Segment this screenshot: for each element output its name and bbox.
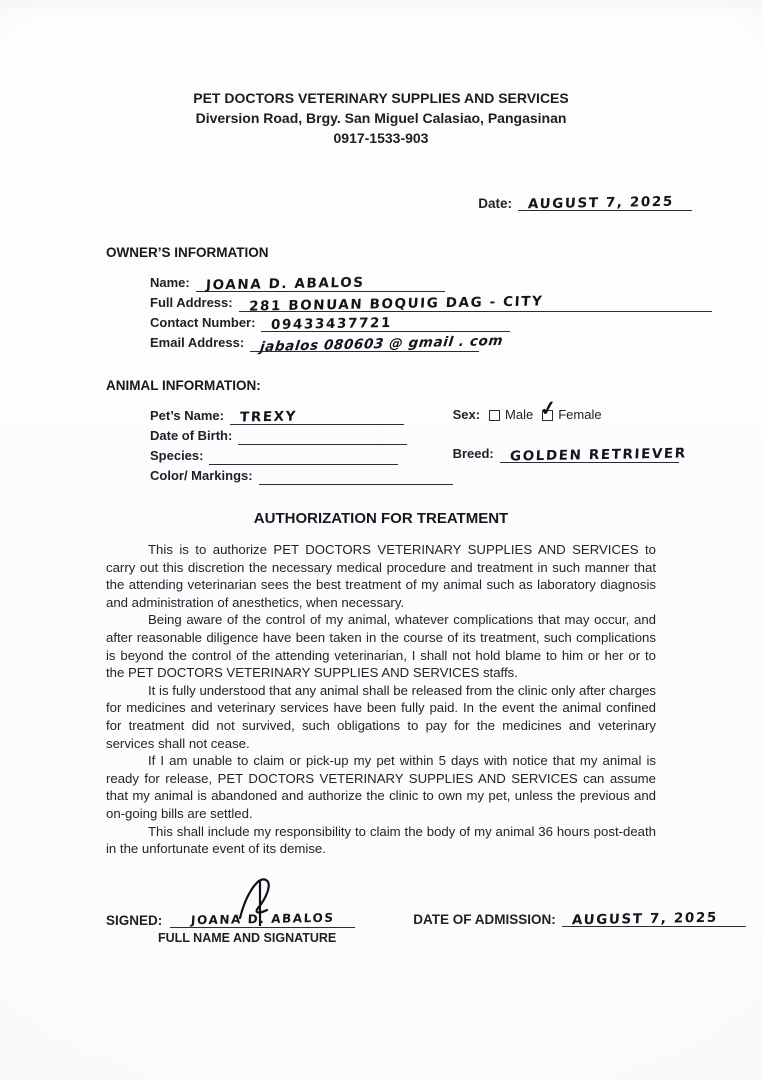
signed-row: [106, 908, 355, 928]
owner-email-label: Email Address:: [150, 335, 245, 350]
date-label: Date:: [478, 196, 512, 211]
breed-line: [500, 444, 687, 465]
sex-row: [452, 396, 679, 424]
date-row: [106, 192, 692, 211]
date-of-birth-row: [150, 426, 453, 445]
clinic-address: Diversion Road, Brgy. San Miguel Calasiao, Pangasinan: [195, 110, 567, 126]
breed-row: [452, 444, 687, 465]
admission-date-label: DATE OF ADMISSION:: [413, 911, 556, 927]
authorization-paragraph-1: This is to authorize PET DOCTORS VETERINARY SUPPLIES AND SERVICES to carry out this discretion the necessary medical procedure and treatment in such manner that the attending veterinarian sees the best treatment of my animal such as laboratory diagnosis and administration of anesthetics, when necessary.: [106, 542, 656, 610]
signed-group: [106, 908, 355, 945]
species-row: [150, 446, 453, 465]
date-field-line: [518, 192, 692, 211]
letterhead: [106, 88, 656, 148]
breed-label: Breed:: [452, 446, 494, 461]
date-of-birth-label: Date of Birth:: [150, 428, 233, 443]
clinic-phone: 0917-1533-903: [333, 130, 429, 146]
owner-email-line: [250, 332, 505, 356]
owner-address-row: [150, 293, 656, 315]
owner-name-line: [196, 273, 445, 292]
signed-line: [170, 908, 355, 928]
female-checkbox-checkmark: ✓: [538, 396, 559, 421]
owner-address-label: Full Address:: [150, 295, 233, 310]
color-markings-row: [150, 466, 453, 485]
admission-date-group: [413, 908, 746, 927]
owner-contact-label: Contact Number:: [150, 315, 256, 330]
pet-name-line: [230, 406, 404, 425]
female-option-label: Female: [558, 407, 602, 422]
authorization-paragraph-5: This shall include my responsibility to claim the body of my animal 36 hours post-death in the unfortunate event of its demise.: [106, 823, 656, 857]
owner-address-line: [239, 293, 712, 315]
owner-name-row: [150, 273, 656, 292]
species-label: Species:: [150, 448, 204, 463]
pet-name-handwritten-value: TREXY: [239, 408, 298, 426]
color-markings-label: Color/ Markings:: [150, 468, 253, 483]
color-markings-line: [259, 466, 453, 485]
male-option-label: Male: [505, 407, 534, 422]
authorization-paragraph-3: It is fully understood that any animal shall be released from the clinic only after charges for medicines and veterinary services have been fully paid. In the event the animal confined for treatment did not survived, such obligations to pay for the medicines and veterinary services shall not cease.: [106, 682, 656, 751]
pet-name-label: Pet’s Name:: [150, 408, 224, 423]
animal-section-heading: ANIMAL INFORMATION:: [106, 378, 261, 393]
signed-caption: FULL NAME AND SIGNATURE: [158, 930, 337, 945]
signed-label: SIGNED:: [106, 912, 163, 928]
species-line: [209, 446, 398, 465]
admission-date-handwritten-value: AUGUST 7, 2025: [571, 909, 719, 928]
owner-contact-row: [150, 313, 656, 332]
signed-handwritten-value: JOANA D. ABALOS: [190, 910, 335, 927]
date-handwritten-value: AUGUST 7, 2025: [527, 193, 675, 213]
pet-name-row: [150, 406, 453, 425]
breed-handwritten-value: GOLDEN RETRIEVER: [509, 445, 687, 465]
signature-block: [106, 908, 719, 945]
authorization-body: [106, 541, 656, 858]
admission-date-line: [562, 908, 746, 927]
authorization-heading: AUTHORIZATION FOR TREATMENT: [253, 510, 509, 527]
animal-right-column: [452, 396, 687, 486]
clinic-name: PET DOCTORS VETERINARY SUPPLIES AND SERVICES: [193, 90, 569, 106]
owner-address-handwritten-value: 281 BONUAN BOQUIG DAG - CITY: [248, 293, 544, 315]
authorization-paragraph-4: If I am unable to claim or pick-up my pet within 5 days with notice that my animal is ready for release, PET DOCTORS VETERINARY SUPPLIES AND SERVICES can assume that my animal is abandoned and authorize the clinic to own my pet, unless the previous and on-going bills are settled.: [106, 753, 656, 821]
female-checkbox: [538, 396, 559, 421]
date-of-birth-line: [238, 426, 407, 445]
authorization-paragraph-2: Being aware of the control of my animal, whatever complications that may occur, and after reasonable diligence have been taken in the course of its treatment, such complications is beyond the control of the attending veterinarian, I shall not hold blame to him or her or to the PET DOCTORS VETERINARY SUPPLIES AND SERVICES staffs.: [106, 612, 656, 681]
owner-name-handwritten-value: JOANA D. ABALOS: [205, 274, 365, 294]
owner-email-handwritten-value: jabalos 080603 @ gmail . com: [259, 332, 505, 356]
owner-contact-line: [261, 313, 510, 332]
male-checkbox: [489, 410, 500, 421]
animal-left-column: [150, 406, 453, 486]
animal-fields: [150, 396, 687, 486]
owner-contact-handwritten-value: 09433437721: [271, 314, 393, 334]
owner-section-heading: OWNER’S INFORMATION: [106, 245, 269, 260]
owner-name-label: Name:: [150, 275, 190, 290]
form-content: [106, 0, 719, 945]
owner-email-row: [150, 332, 656, 356]
owner-fields: [150, 273, 656, 356]
sex-label: Sex:: [452, 407, 481, 422]
